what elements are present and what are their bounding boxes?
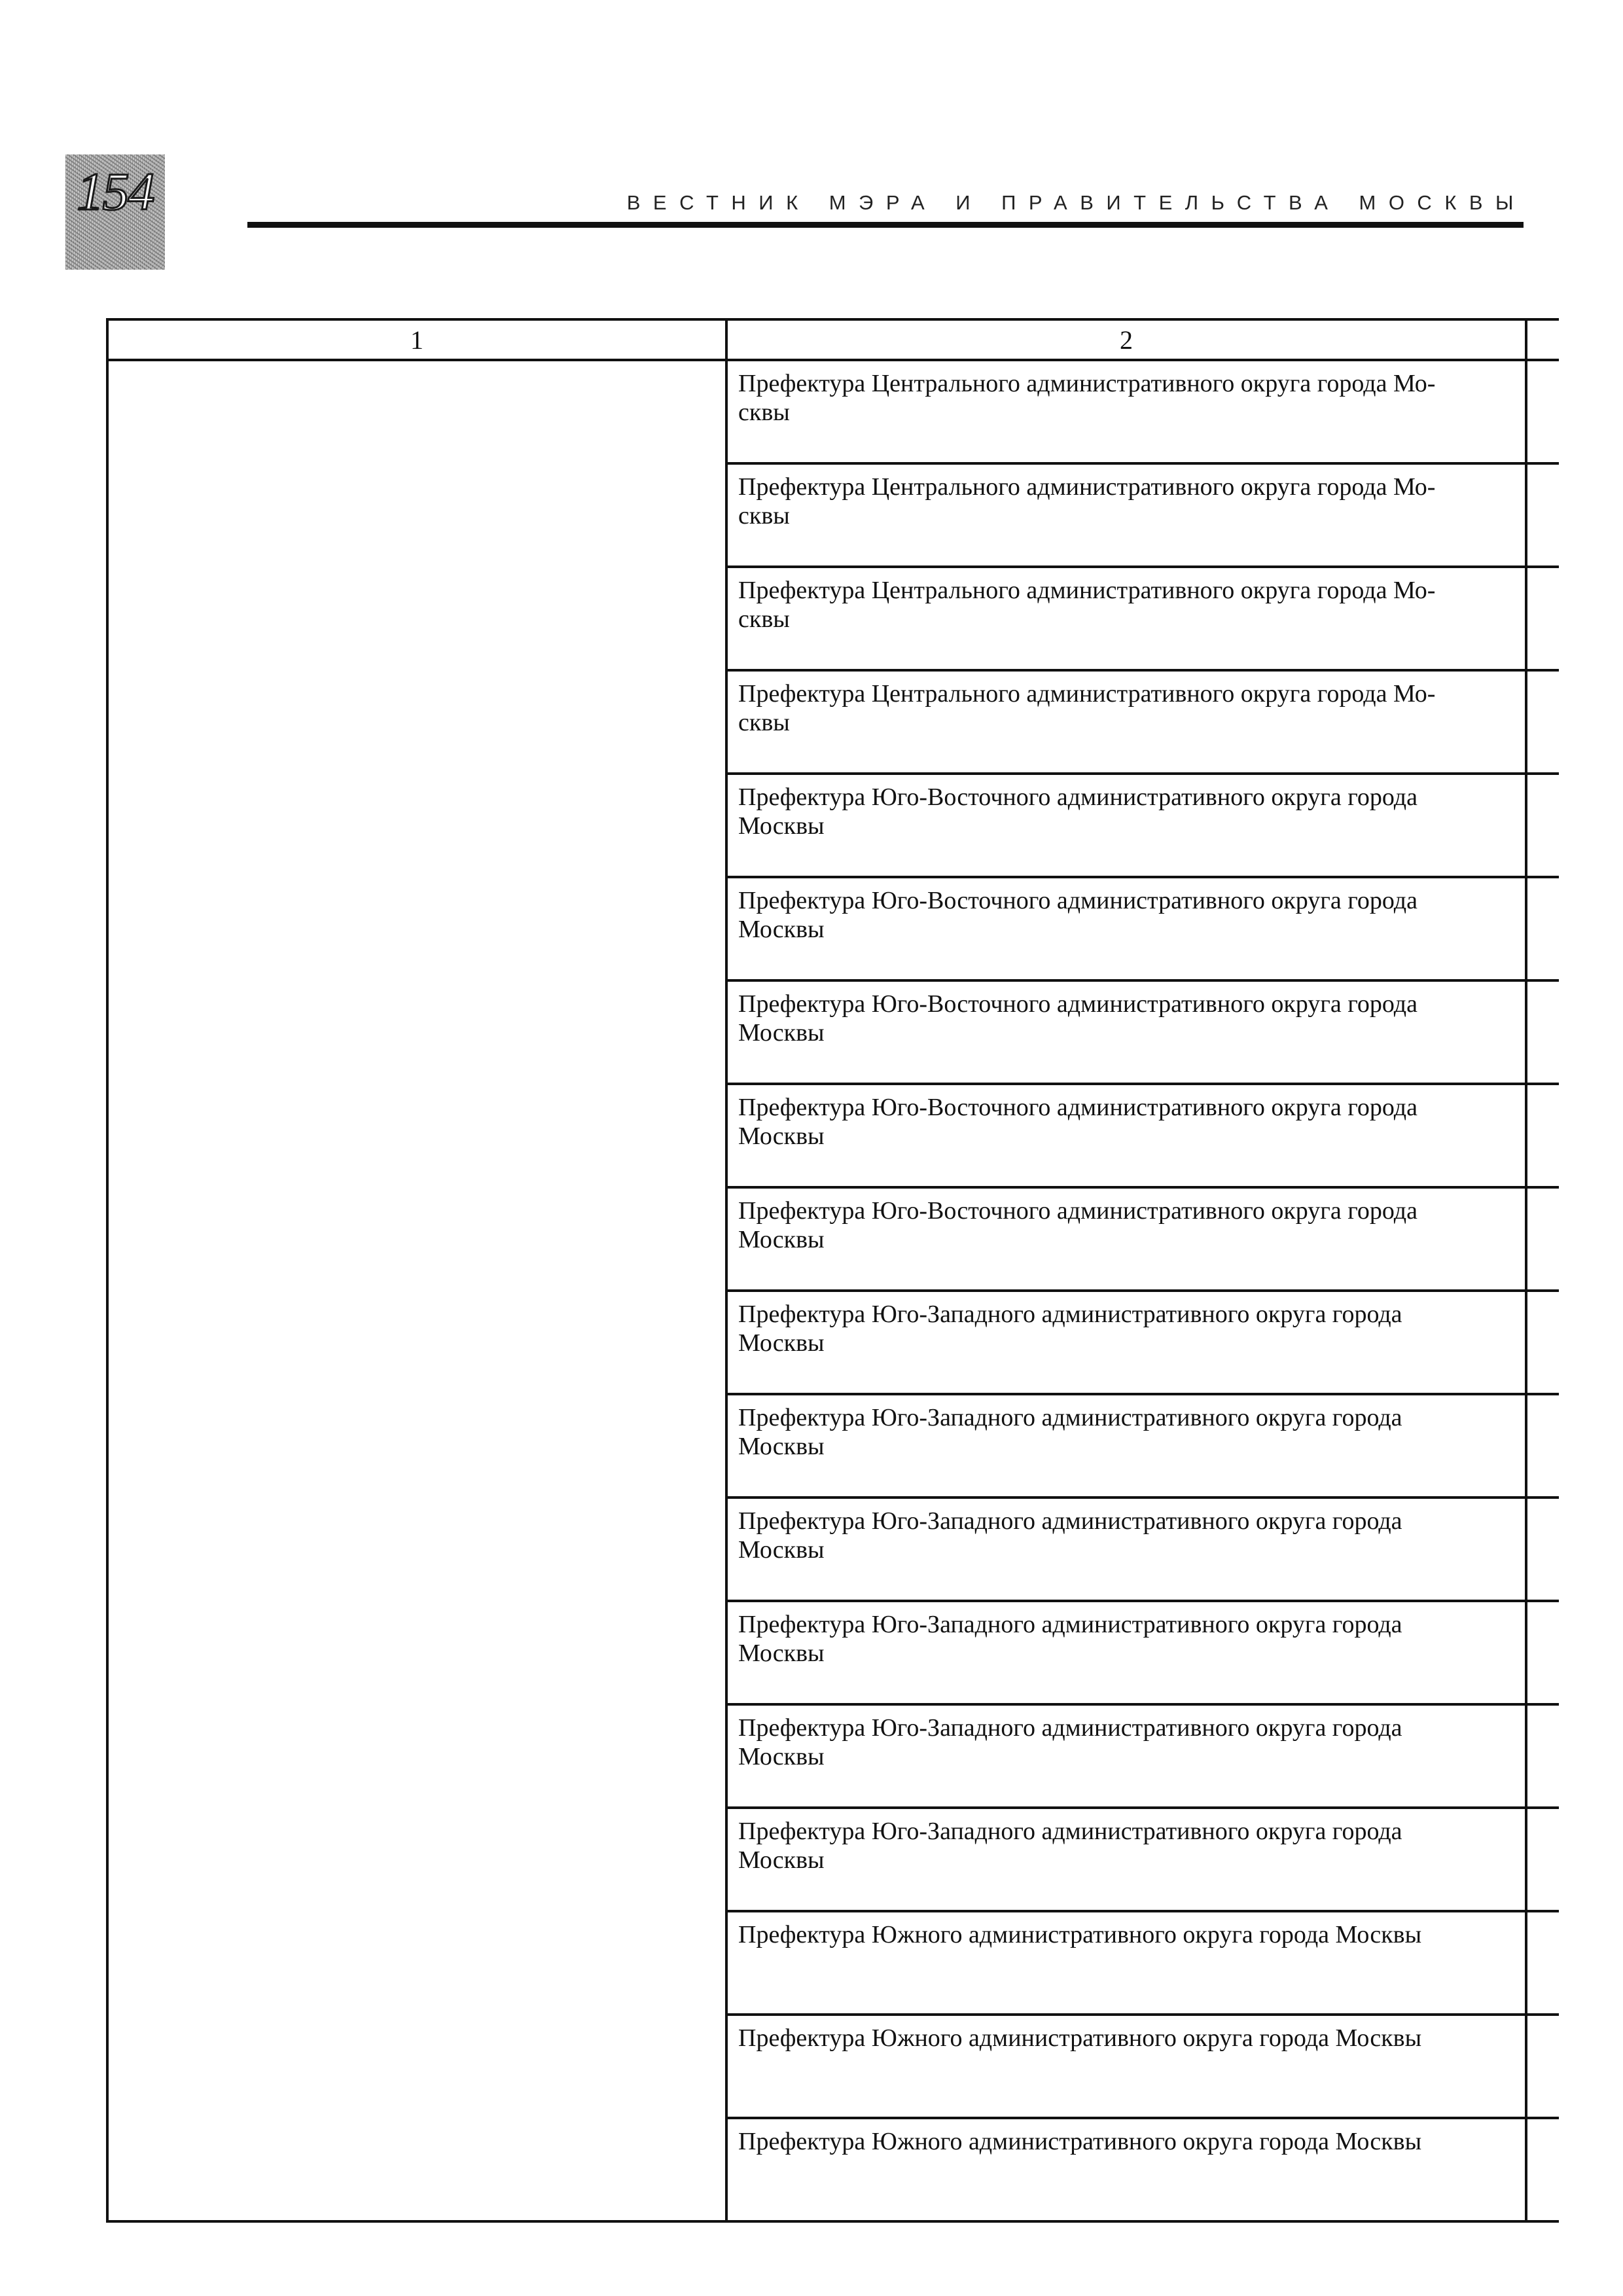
- header-divider: [247, 222, 1524, 228]
- page-number: 154: [77, 162, 154, 221]
- column-3-cell: [1526, 360, 1559, 463]
- data-table: [106, 318, 1559, 2223]
- column-3-cell: [1526, 1187, 1559, 1291]
- column-3-cell: [1526, 1704, 1559, 1808]
- column-3-cell: [1526, 1911, 1559, 2015]
- prefecture-cell: Префектура Южного административного округа города Москвы: [726, 1911, 1526, 2015]
- prefecture-cell: Префектура Центрального административного округа города Мо-сквы: [726, 463, 1526, 567]
- column-header-2: 2: [726, 319, 1526, 360]
- table-container: [106, 318, 1559, 2223]
- column-3-cell: [1526, 2015, 1559, 2118]
- prefecture-cell: Префектура Юго-Западного административного округа города Москвы: [726, 1498, 1526, 1601]
- column-3-cell: [1526, 774, 1559, 877]
- prefecture-cell: Префектура Юго-Западного административного округа города Москвы: [726, 1291, 1526, 1394]
- prefecture-cell: Префектура Юго-Восточного административного округа города Москвы: [726, 1084, 1526, 1187]
- column-3-cell: [1526, 463, 1559, 567]
- prefecture-cell: Префектура Юго-Восточного административного округа города Москвы: [726, 1187, 1526, 1291]
- column-3-cell: [1526, 1498, 1559, 1601]
- prefecture-cell: Префектура Юго-Восточного административного округа города Москвы: [726, 877, 1526, 980]
- column-3-cell: [1526, 2118, 1559, 2221]
- prefecture-cell: Префектура Центрального административного округа города Мо-сквы: [726, 670, 1526, 774]
- prefecture-cell: Префектура Юго-Западного административного округа города Москвы: [726, 1808, 1526, 1911]
- column-3-cell: [1526, 877, 1559, 980]
- column-3-cell: [1526, 670, 1559, 774]
- page-number-badge: [65, 154, 165, 270]
- prefecture-cell: Префектура Юго-Западного административного округа города Москвы: [726, 1394, 1526, 1498]
- prefecture-cell: Префектура Центрального административного округа города Мо-сквы: [726, 567, 1526, 670]
- column-3-cell: [1526, 1084, 1559, 1187]
- column-3-cell: [1526, 567, 1559, 670]
- column-3-cell: [1526, 1601, 1559, 1704]
- column-header-1: 1: [107, 319, 726, 360]
- column-3-cell: [1526, 1394, 1559, 1498]
- column-3-cell: [1526, 980, 1559, 1084]
- prefecture-cell: Префектура Южного административного округа города Москвы: [726, 2015, 1526, 2118]
- column-header-3: [1526, 319, 1559, 360]
- table-body: [107, 360, 1559, 2221]
- prefecture-cell: Префектура Юго-Восточного административного округа города Москвы: [726, 980, 1526, 1084]
- table-row: [107, 360, 1559, 463]
- prefecture-cell: Префектура Центрального административного округа города Мо-сквы: [726, 360, 1526, 463]
- journal-title: ВЕСТНИК МЭРА И ПРАВИТЕЛЬСТВА МОСКВЫ: [626, 191, 1526, 214]
- prefecture-cell: Префектура Юго-Западного административного округа города Москвы: [726, 1704, 1526, 1808]
- column-3-cell: [1526, 1808, 1559, 1911]
- prefecture-cell: Префектура Юго-Западного административного округа города Москвы: [726, 1601, 1526, 1704]
- column-3-cell: [1526, 1291, 1559, 1394]
- table-header-row: [107, 319, 1559, 360]
- prefecture-cell: Префектура Юго-Восточного административного округа города Москвы: [726, 774, 1526, 877]
- prefecture-cell: Префектура Южного административного округа города Москвы: [726, 2118, 1526, 2221]
- column-1-cell: [107, 360, 726, 2221]
